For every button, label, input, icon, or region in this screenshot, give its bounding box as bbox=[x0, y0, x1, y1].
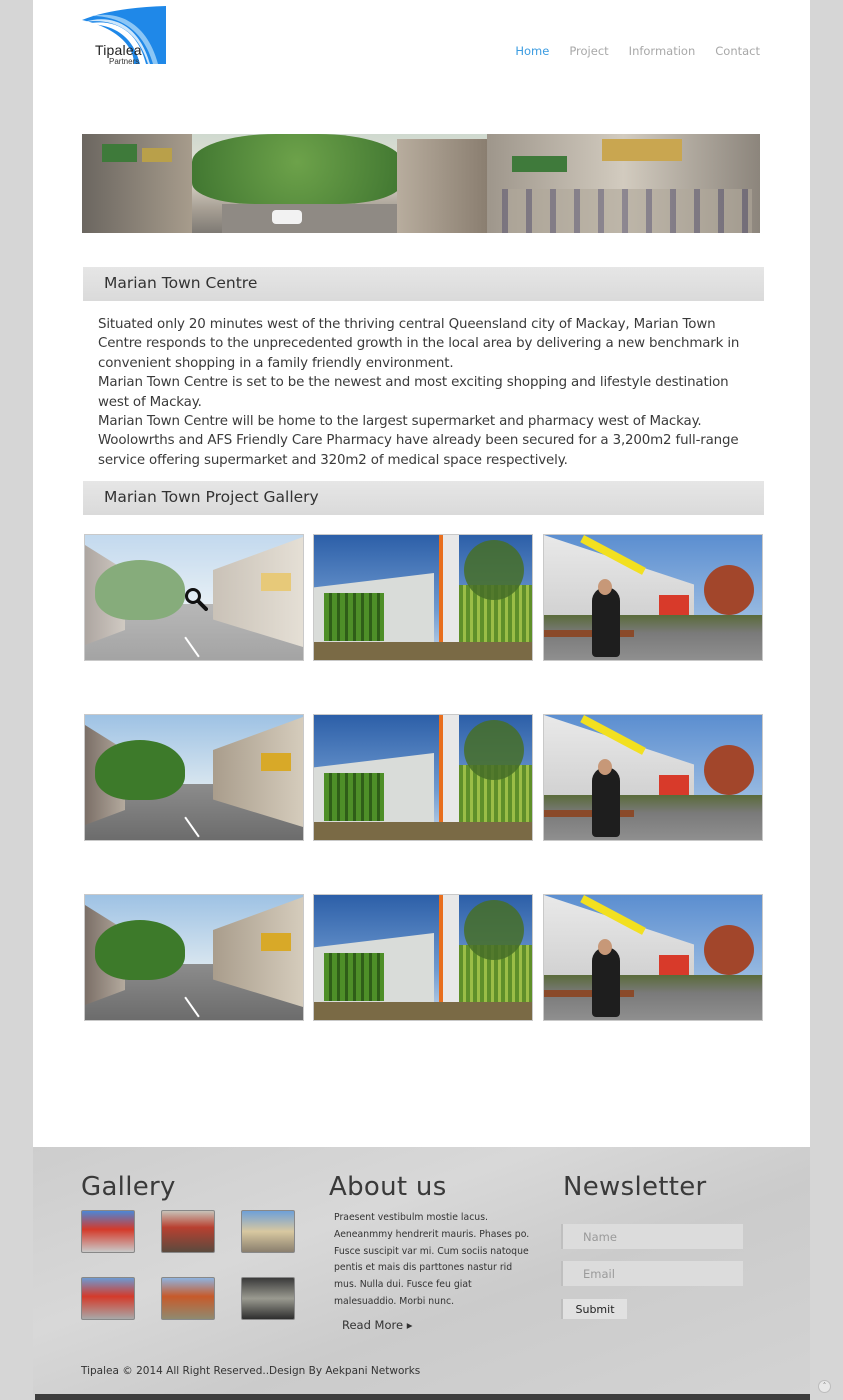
gallery-item-building-render[interactable] bbox=[313, 534, 533, 661]
bottom-strip bbox=[35, 1394, 810, 1400]
thumb-tree bbox=[464, 540, 524, 600]
thumb-facade bbox=[324, 773, 384, 821]
footer-gallery-thumb[interactable] bbox=[81, 1277, 135, 1320]
thumb-person-head bbox=[598, 939, 612, 955]
gallery-item-building-render[interactable] bbox=[313, 714, 533, 841]
thumb-tree bbox=[464, 900, 524, 960]
banner-storefront-left bbox=[82, 134, 192, 233]
footer-gallery-title: Gallery bbox=[81, 1172, 176, 1202]
newsletter-email-input[interactable] bbox=[561, 1261, 743, 1286]
copyright-text: Tipalea © 2014 All Right Reserved..Design By Aekpani Networks bbox=[81, 1365, 421, 1377]
thumb-storefront bbox=[659, 955, 689, 977]
thumb-ground bbox=[314, 822, 532, 840]
thumb-bench bbox=[544, 990, 634, 997]
footer-gallery-thumb[interactable] bbox=[241, 1277, 295, 1320]
nav-information[interactable]: Information bbox=[628, 44, 696, 58]
section-title: Marian Town Centre bbox=[104, 274, 258, 292]
hero-banner bbox=[82, 134, 760, 233]
gallery-item-street-render[interactable] bbox=[84, 894, 304, 1021]
banner-car bbox=[272, 210, 302, 224]
logo[interactable] bbox=[82, 6, 166, 66]
banner-sign bbox=[512, 156, 567, 172]
nav-contact[interactable]: Contact bbox=[715, 44, 760, 58]
thumb-storefront bbox=[659, 775, 689, 797]
thumb-tree bbox=[704, 745, 754, 795]
thumb-facade bbox=[324, 953, 384, 1001]
thumb-ground bbox=[314, 642, 532, 660]
footer-about-text: Praesent vestibulm mostie lacus. Aeneanmmy hendrerit mauris. Phases po. Fusce suscipit var mi. Cum sociis natoque pentis et mais dis parttones nastur rid mus. Nulla dui. Fusce feu giat malesuaddio. Morbi nunc. bbox=[334, 1212, 530, 1307]
gallery-item-building-render[interactable] bbox=[313, 894, 533, 1021]
page-container bbox=[33, 0, 810, 1147]
footer-gallery-thumb[interactable] bbox=[81, 1210, 135, 1253]
section-title-bar bbox=[83, 267, 764, 301]
gallery-title-bar bbox=[83, 481, 764, 515]
thumb-person bbox=[592, 947, 620, 1017]
project-description bbox=[98, 315, 758, 470]
gallery-item-man-photo[interactable] bbox=[543, 894, 763, 1021]
thumb-ground bbox=[544, 795, 762, 840]
thumb-ground bbox=[544, 615, 762, 660]
thumb-tree bbox=[704, 565, 754, 615]
thumb-tower bbox=[439, 715, 459, 830]
footer bbox=[33, 1147, 810, 1395]
banner-building-mid bbox=[397, 139, 487, 233]
thumb-bench bbox=[544, 810, 634, 817]
thumb-person-head bbox=[598, 759, 612, 775]
description-paragraph: Marian Town Centre will be home to the largest supermarket and pharmacy west of Mackay. Woolowrths and AFS Friendly Care Pharmacy have already been secured for a 3,200m2 full-range service offering supermarket and 320m2 of medical space respectively. bbox=[98, 414, 739, 468]
thumb-sign bbox=[261, 933, 291, 951]
banner-people bbox=[502, 189, 752, 233]
banner-sign bbox=[102, 144, 137, 162]
nav-home[interactable]: Home bbox=[515, 44, 550, 58]
footer-gallery-thumb[interactable] bbox=[241, 1210, 295, 1253]
thumb-tower bbox=[439, 535, 459, 650]
thumb-person-head bbox=[598, 579, 612, 595]
thumb-facade bbox=[324, 593, 384, 641]
main-nav bbox=[495, 44, 760, 58]
nav-project[interactable]: Project bbox=[569, 44, 609, 58]
banner-sign bbox=[602, 139, 682, 161]
footer-gallery-thumb[interactable] bbox=[161, 1210, 215, 1253]
newsletter-name-input[interactable] bbox=[561, 1224, 743, 1249]
footer-about-title: About us bbox=[329, 1172, 447, 1202]
gallery-item-man-photo[interactable] bbox=[543, 534, 763, 661]
description-paragraph: Situated only 20 minutes west of the thriving central Queensland city of Mackay, Marian Town Centre responds to the unprecedented growth in the local area by delivering a new benchmark in convenient shopping in a family friendly environment. bbox=[98, 317, 740, 371]
thumb-bench bbox=[544, 630, 634, 637]
thumb-tower bbox=[439, 895, 459, 1010]
thumb-tree bbox=[95, 740, 185, 800]
scroll-to-top-icon[interactable]: ˄ bbox=[818, 1380, 831, 1393]
thumb-tree bbox=[464, 720, 524, 780]
thumb-storefront bbox=[659, 595, 689, 617]
logo-text: Tipalea bbox=[95, 42, 142, 58]
read-more-link[interactable]: Read More ▸ bbox=[342, 1318, 413, 1332]
banner-tree bbox=[192, 134, 402, 204]
thumb-tree bbox=[95, 920, 185, 980]
footer-newsletter-title: Newsletter bbox=[563, 1172, 707, 1202]
banner-street bbox=[222, 204, 402, 233]
thumb-person bbox=[592, 587, 620, 657]
thumb-sign bbox=[261, 753, 291, 771]
gallery-item-street-render[interactable] bbox=[84, 534, 304, 661]
gallery-item-man-photo[interactable] bbox=[543, 714, 763, 841]
thumb-person bbox=[592, 767, 620, 837]
thumb-tree bbox=[704, 925, 754, 975]
magnifier-icon[interactable] bbox=[184, 587, 208, 611]
banner-sign bbox=[142, 148, 172, 162]
thumb-ground bbox=[314, 1002, 532, 1020]
footer-gallery-thumb[interactable] bbox=[161, 1277, 215, 1320]
gallery-item-street-render[interactable] bbox=[84, 714, 304, 841]
gallery-title: Marian Town Project Gallery bbox=[104, 488, 319, 506]
thumb-ground bbox=[544, 975, 762, 1020]
logo-tagline: Partners bbox=[109, 57, 140, 66]
newsletter-submit-button[interactable]: Submit bbox=[561, 1299, 627, 1319]
description-paragraph: Marian Town Centre is set to be the newest and most exciting shopping and lifestyle destination west of Mackay. bbox=[98, 375, 729, 410]
